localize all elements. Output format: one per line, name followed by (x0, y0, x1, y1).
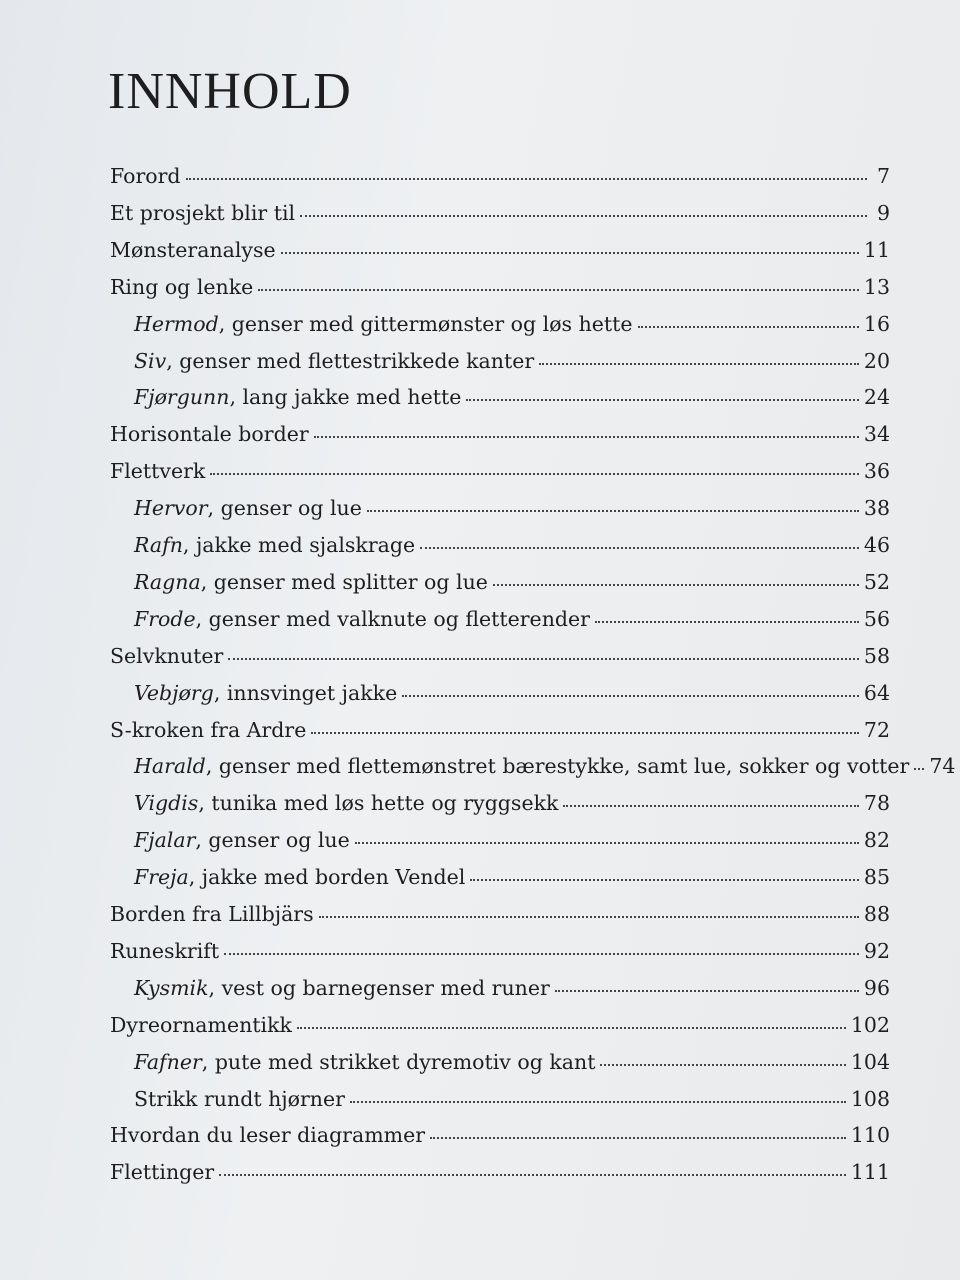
toc-leader-dots (210, 472, 859, 475)
toc-entry (110, 238, 890, 262)
toc-page-number: 110 (850, 1123, 890, 1148)
toc-entry-pattern-name: Siv (134, 348, 167, 373)
toc-entry (134, 385, 890, 409)
toc-entry-label (110, 1123, 425, 1147)
toc-entry-label (110, 718, 306, 742)
toc-leader-dots (638, 325, 859, 328)
toc-entry-label (110, 164, 181, 188)
toc-entry (110, 902, 890, 926)
toc-entry-label (134, 312, 633, 336)
toc-page-number: 16 (863, 311, 890, 336)
toc-entry-text: , jakke med sjalskrage (182, 533, 416, 557)
toc-leader-dots (595, 620, 859, 623)
toc-page-number: 38 (863, 496, 890, 521)
toc-entry-text: , vest og barnegenser med runer (208, 975, 550, 1000)
toc-page-number: 56 (863, 606, 890, 631)
toc-entry-text: Ring og lenke (110, 274, 254, 299)
toc-entry-label (110, 644, 223, 668)
toc-page-number: 52 (863, 569, 890, 594)
toc-page-number: 46 (863, 533, 890, 557)
toc-entry-text: , jakke med borden Vendel (188, 865, 466, 890)
toc-entry-text: Forord (110, 164, 181, 188)
toc-entry-label (134, 681, 397, 705)
toc-leader-dots (555, 989, 859, 992)
toc-entry-text: Hvordan du leser diagrammer (110, 1123, 426, 1148)
toc-leader-dots (314, 435, 859, 438)
toc-page-number: 85 (863, 865, 890, 890)
toc-entry-text: , genser og lue (195, 828, 350, 853)
toc-entry-text: , genser med valknute og fletterender (195, 606, 590, 631)
toc-entry-text: , innsvinget jakke (213, 680, 398, 705)
toc-entry-pattern-name: Kysmik (134, 975, 209, 1000)
toc-entry (110, 164, 890, 188)
toc-leader-dots (563, 804, 858, 807)
toc-entry-label (134, 976, 550, 1000)
toc-entry-pattern-name: Fjørgunn (134, 385, 230, 410)
toc-page-number: 108 (850, 1086, 890, 1111)
toc-entry-label (134, 349, 534, 373)
toc-page-number: 82 (863, 828, 890, 853)
toc-entry (134, 349, 890, 373)
toc-entry (110, 459, 890, 483)
toc-page-number: 9 (876, 200, 890, 225)
toc-entry-label (134, 1087, 345, 1111)
toc-entry-pattern-name: Rafn (134, 533, 183, 557)
toc-entry-label (110, 275, 253, 299)
toc-entry (134, 828, 890, 852)
toc-leader-dots (466, 398, 859, 401)
toc-entry (110, 275, 890, 299)
toc-page-number: 36 (863, 459, 890, 484)
toc-entry-text: , genser og lue (207, 496, 362, 521)
toc-leader-dots (600, 1063, 845, 1066)
toc-entry (134, 791, 890, 815)
toc-page-number: 96 (863, 975, 890, 1000)
toc-entry-label (134, 496, 362, 520)
toc-page-number: 74 (929, 754, 956, 779)
toc-leader-dots (228, 657, 859, 660)
toc-entry-label (134, 533, 415, 557)
toc-entry-text: Horisontale border (110, 422, 309, 447)
toc-entry (110, 201, 890, 225)
toc-entry (110, 939, 890, 963)
toc-leader-dots (281, 251, 859, 254)
toc-entry-label (110, 422, 309, 446)
toc-leader-dots (319, 915, 859, 918)
toc-entry-text: , lang jakke med hette (229, 385, 462, 410)
toc-page-number: 92 (863, 938, 890, 963)
toc-entry (110, 1160, 890, 1184)
toc-leader-dots (300, 214, 867, 217)
toc-leader-dots (186, 177, 867, 180)
toc-leader-dots (493, 583, 859, 586)
toc-entry-label (110, 459, 205, 483)
toc-entry-pattern-name: Freja (134, 865, 189, 890)
toc-leader-dots (470, 878, 859, 881)
toc-entry-label (110, 201, 295, 225)
toc-entry-label (134, 865, 465, 889)
toc-entry-text: Runeskrift (110, 938, 220, 963)
toc-entry-text: , genser med flettemønstret bærestykke, samt lue, sokker og votter (205, 754, 910, 779)
toc-leader-dots (402, 694, 859, 697)
toc-entry-label (134, 1050, 595, 1074)
toc-entry (134, 533, 890, 557)
toc-entry-text: Mønsteranalyse (110, 237, 276, 262)
toc-page-number: 11 (863, 237, 890, 262)
toc-page-number: 7 (876, 164, 890, 188)
toc-leader-dots (297, 1026, 846, 1029)
toc-entry (134, 1087, 890, 1111)
toc-entry-text: Borden fra Lillbjärs (110, 902, 314, 926)
toc-page-number: 111 (850, 1160, 890, 1185)
toc-leader-dots (258, 288, 859, 291)
toc-entry-label (134, 828, 350, 852)
toc-entry (110, 1123, 890, 1147)
toc-page-number: 24 (863, 385, 890, 410)
toc-entry (134, 607, 890, 631)
toc-entry-label (110, 1013, 292, 1037)
toc-entry-pattern-name: Frode (134, 606, 196, 631)
toc-leader-dots (219, 1173, 846, 1176)
toc-leader-dots (355, 841, 859, 844)
toc-entry (134, 570, 890, 594)
toc-leader-dots (420, 546, 859, 549)
toc-entry-label (134, 754, 909, 778)
toc-entry-text: Selvknuter (110, 643, 224, 668)
toc-entry (110, 718, 890, 742)
toc-entry-label (134, 385, 461, 409)
toc-leader-dots (350, 1100, 846, 1103)
toc-entry-text: , tunika med løs hette og ryggsekk (198, 791, 559, 816)
toc-entry-pattern-name: Hervor (134, 496, 208, 521)
toc-entry-pattern-name: Hermod (134, 311, 219, 336)
toc-entry-pattern-name: Vigdis (134, 791, 199, 816)
toc-page-number: 102 (850, 1012, 890, 1037)
toc-entry-text: Flettverk (110, 459, 206, 484)
toc-entry (110, 422, 890, 446)
toc-entry (134, 681, 890, 705)
toc-entry (110, 644, 890, 668)
toc-entry-label (110, 902, 314, 926)
toc-entry-label (134, 570, 488, 594)
page-title: INNHOLD (108, 63, 352, 120)
toc-entry-text: Et prosjekt blir til (110, 200, 296, 225)
toc-entry (134, 1050, 890, 1074)
toc-entry (134, 865, 890, 889)
toc-entry-pattern-name: Vebjørg (134, 680, 214, 705)
toc-entry-text: , pute med strikket dyremotiv og kant (201, 1049, 596, 1074)
toc-entry-text: Flettinger (110, 1160, 215, 1185)
toc-leader-dots (914, 767, 924, 770)
toc-page-number: 58 (863, 643, 890, 668)
toc-entry (134, 754, 956, 779)
toc-entry-label (110, 939, 219, 963)
toc-entry (110, 1013, 890, 1037)
toc-leader-dots (539, 362, 859, 365)
toc-page-number: 20 (863, 348, 890, 373)
toc-entry (134, 496, 890, 520)
toc-page-number: 64 (863, 680, 890, 705)
toc-entry-label (110, 238, 276, 262)
toc-entry-text: , genser med gittermønster og løs hette (218, 311, 633, 336)
toc-page-number: 78 (863, 791, 890, 816)
toc-leader-dots (430, 1136, 846, 1139)
toc-entry-pattern-name: Ragna (134, 569, 201, 594)
toc-entry-text: , genser med flettestrikkede kanter (166, 348, 535, 373)
toc-entry-label (134, 791, 558, 815)
toc-entry-text: Dyreornamentikk (110, 1012, 292, 1037)
toc-entry (134, 312, 890, 336)
toc-page-number: 34 (863, 422, 890, 447)
toc-entry-pattern-name: Fjalar (134, 828, 196, 853)
toc-leader-dots (367, 509, 859, 512)
toc-page-number: 104 (850, 1049, 890, 1074)
toc-entry-text: Strikk rundt hjørner (134, 1086, 345, 1111)
toc-entry-label (110, 1160, 214, 1184)
toc-page-number: 88 (863, 902, 890, 926)
toc-entry-pattern-name: Harald (134, 754, 206, 779)
toc-page-number: 13 (863, 274, 890, 299)
toc-entry-pattern-name: Fafner (134, 1049, 202, 1074)
toc-leader-dots (311, 731, 859, 734)
toc-page-number: 72 (863, 717, 890, 742)
toc-entry-text: , genser med splitter og lue (200, 569, 488, 594)
toc-entry-text: S-kroken fra Ardre (110, 717, 307, 742)
toc-leader-dots (224, 952, 859, 955)
toc-entry (134, 976, 890, 1000)
toc-entry-label (134, 607, 590, 631)
